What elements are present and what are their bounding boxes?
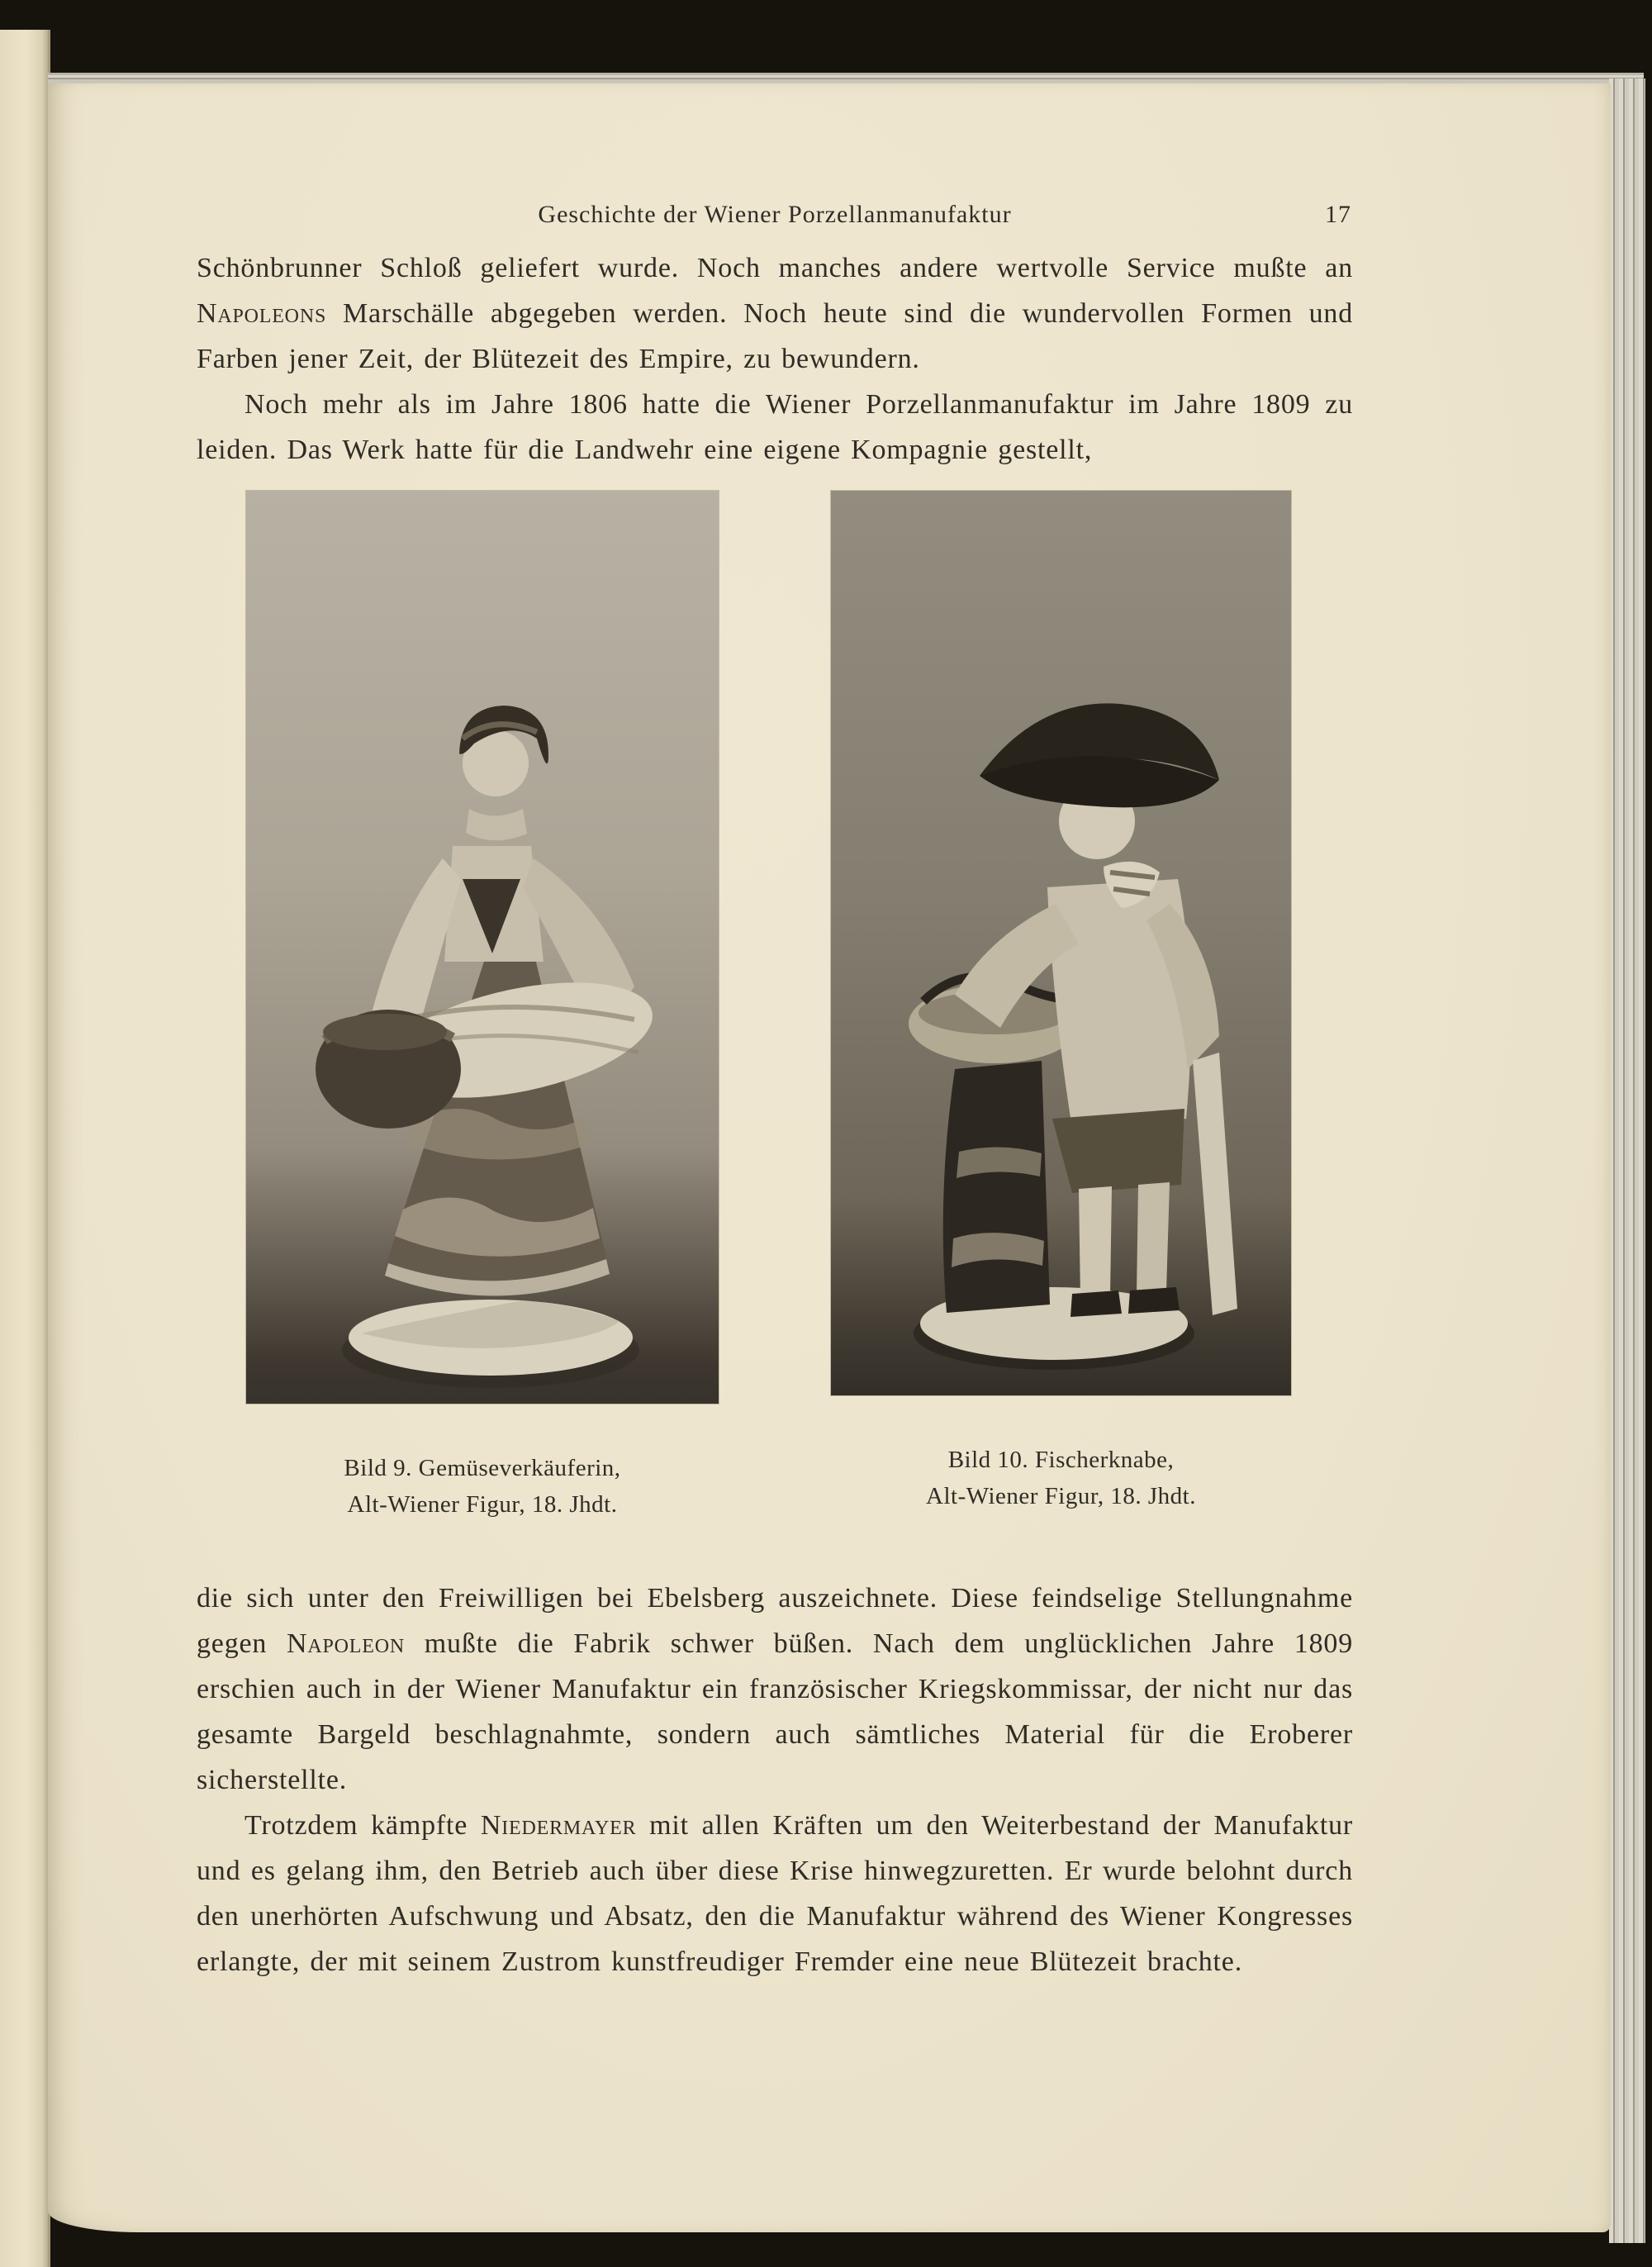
right-page-edges <box>1609 78 1645 2243</box>
page-number: 17 <box>1325 201 1351 228</box>
text-segment: die sich unter den Freiwilligen bei Ebelsberg auszeichnete. Diese feindselige Stellungnahme gegen <box>197 1583 1353 1659</box>
figure-gemueseverkaeuferin <box>246 491 719 1523</box>
figurine-boy-illustration <box>831 491 1291 1395</box>
text-segment: mit allen Kräften um den Weiterbestand der Manufaktur und es gelang ihm, den Betrieb auch über diese Krise hinwegzuretten. Er wurde belohnt durch den unerhörten Aufschwung und Absatz, den die Manufaktur während des Wiener Kongresses erlangte, der mit seinem Zustrom kunstfreudiger Fremder eine neue Blütezeit brachte. <box>197 1810 1354 1977</box>
figurine-breeches <box>1052 1109 1184 1193</box>
text-segment: mußte die Fabrik schwer büßen. Nach dem unglücklichen Jahre 1809 erschien auch in der Wiener Manufaktur ein französischer Kriegskommissar, der nicht nur das gesamte Bargeld beschlagnahmte, sondern auch sämtliches Material für die Eroberer sicherstellte. <box>197 1628 1353 1795</box>
caption-line-2: Alt-Wiener Figur, 18. Jhdt. <box>926 1483 1196 1509</box>
person-name: Niedermayer <box>480 1810 637 1841</box>
person-name: Napoleons <box>197 298 327 329</box>
text-segment: Marschälle abgegeben werden. Noch heute sind die wundervollen Formen und Farben jener Zeit, der Blütezeit des Empire, zu bewundern. <box>197 298 1353 374</box>
caption-line-1: Bild 10. Fischerknabe, <box>947 1447 1175 1473</box>
caption-line-1: Bild 9. Gemüseverkäuferin, <box>344 1455 621 1481</box>
figurine-stick <box>1193 1053 1237 1315</box>
running-head <box>197 201 1353 235</box>
book-page <box>48 83 1611 2232</box>
person-name: Napoleon <box>287 1628 405 1659</box>
left-page-edges <box>0 30 48 2267</box>
paragraph <box>197 1575 1353 1803</box>
figurine-collar <box>466 809 527 840</box>
figure-fischerknabe <box>831 491 1291 1523</box>
page-content <box>197 83 1353 1984</box>
text-segment: Trotzdem kämpfte <box>244 1810 481 1841</box>
text-segment: Noch mehr als im Jahre 1806 hatte die Wiener Porzellanmanufaktur im Jahre 1809 zu leiden. Das Werk hatte für die Landwehr eine eigene Kompagnie gestellt, <box>197 389 1353 465</box>
figurine-left-leg <box>1079 1186 1112 1299</box>
figure-row <box>246 491 1353 1523</box>
photo-vegetable-seller <box>246 491 719 1404</box>
figurine-woman-illustration <box>246 491 719 1404</box>
body-text-upper <box>197 245 1353 473</box>
figure-caption <box>831 1442 1291 1514</box>
text-segment: Schönbrunner Schloß geliefert wurde. Noch manches andere wertvolle Service mußte an <box>197 253 1353 283</box>
paragraph <box>197 1803 1353 1984</box>
paragraph <box>197 382 1353 473</box>
figurine-stump <box>943 1061 1050 1313</box>
paragraph <box>197 245 1353 382</box>
page-title: Geschichte der Wiener Porzellanmanufaktur <box>538 201 1012 228</box>
figure-caption <box>246 1450 719 1523</box>
photo-fisher-boy <box>831 491 1291 1395</box>
caption-line-2: Alt-Wiener Figur, 18. Jhdt. <box>347 1491 618 1518</box>
body-text-lower <box>197 1575 1353 1984</box>
figurine-right-leg <box>1137 1182 1170 1295</box>
